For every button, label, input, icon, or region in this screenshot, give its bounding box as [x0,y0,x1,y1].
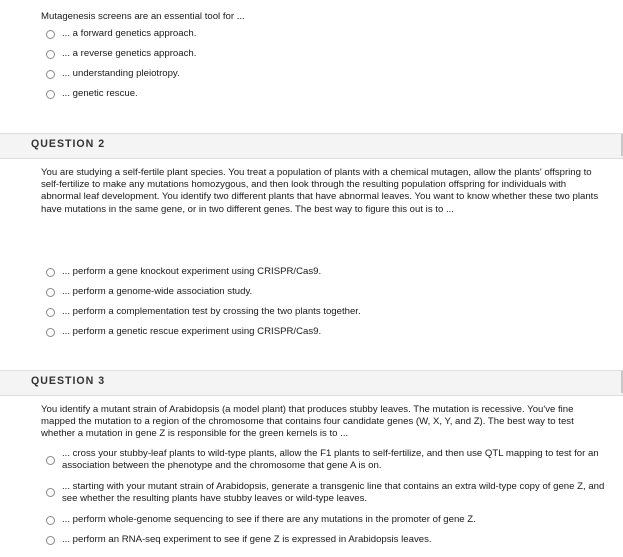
q1-option-1-label[interactable]: ... a forward genetics approach. [62,28,197,39]
q1-prompt: Mutagenesis screens are an essential tool for ... [41,11,245,22]
q3-option-3-label[interactable]: ... perform whole-genome sequencing to see if there are any mutations in the promoter of gene Z. [62,514,476,525]
q1-option-1-radio[interactable] [46,30,55,39]
q1-option-3-label[interactable]: ... understanding pleiotropy. [62,68,180,79]
q3-option-2-radio[interactable] [46,488,55,497]
question-1 [0,0,623,133]
q2-option-2-radio[interactable] [46,288,55,297]
q1-option-2-radio[interactable] [46,50,55,59]
q1-option-3-radio[interactable] [46,70,55,79]
q3-option-2-label[interactable]: ... starting with your mutant strain of Arabidopsis, generate a transgenic line that contains an extra wild-type copy of gene Z, and see whether the resulting plants have stubby leaves or wild-type leaves. [62,481,605,504]
q2-option-4-radio[interactable] [46,328,55,337]
q2-option-3-radio[interactable] [46,308,55,317]
q3-header: QUESTION 3 [31,375,106,387]
q2-prompt: You are studying a self-fertile plant species. You treat a population of plants with a chemical mutagen, allow the plants' offspring to self-fertilize to make any mutations homozygous, and then look through the resulting population offspring for individuals with abnormal leaf development. You identify two different plants that have abnormal leaves. You want to know whether these two plants have mutations in the same gene, or in two different genes. The best way to figure this out is to ... [41,167,599,215]
q2-option-1-radio[interactable] [46,268,55,277]
q2-option-4-label[interactable]: ... perform a genetic rescue experiment using CRISPR/Cas9. [62,326,322,337]
q2-header: QUESTION 2 [31,138,106,150]
q3-option-1-label[interactable]: ... cross your stubby-leaf plants to wild-type plants, allow the F1 plants to self-fertilize, and then use QTL mapping to test for an association between the phenotype and the chromosome that gene A is on. [62,448,599,471]
q1-option-4-radio[interactable] [46,90,55,99]
q3-option-4-label[interactable]: ... perform an RNA-seq experiment to see if gene Z is expressed in Arabidopsis leaves. [62,534,432,545]
q3-option-3-radio[interactable] [46,516,55,525]
q2-option-1-label[interactable]: ... perform a gene knockout experiment using CRISPR/Cas9. [62,266,322,277]
q2-option-2-label[interactable]: ... perform a genome-wide association study. [62,286,253,297]
q3-option-1-radio[interactable] [46,456,55,465]
q1-option-4-label[interactable]: ... genetic rescue. [62,88,138,99]
q2-option-3-label[interactable]: ... perform a complementation test by crossing the two plants together. [62,306,361,317]
q3-option-4-radio[interactable] [46,536,55,545]
q1-option-2-label[interactable]: ... a reverse genetics approach. [62,48,197,59]
q3-prompt: You identify a mutant strain of Arabidopsis (a model plant) that produces stubby leaves. The mutation is recessive. You've fine mapped the mutation to a region of the chromosome that contains four candidate genes (W, X, Y, and Z). The best way to test whether a mutation in gene Z is responsible for the green kernels is to ... [41,404,574,440]
